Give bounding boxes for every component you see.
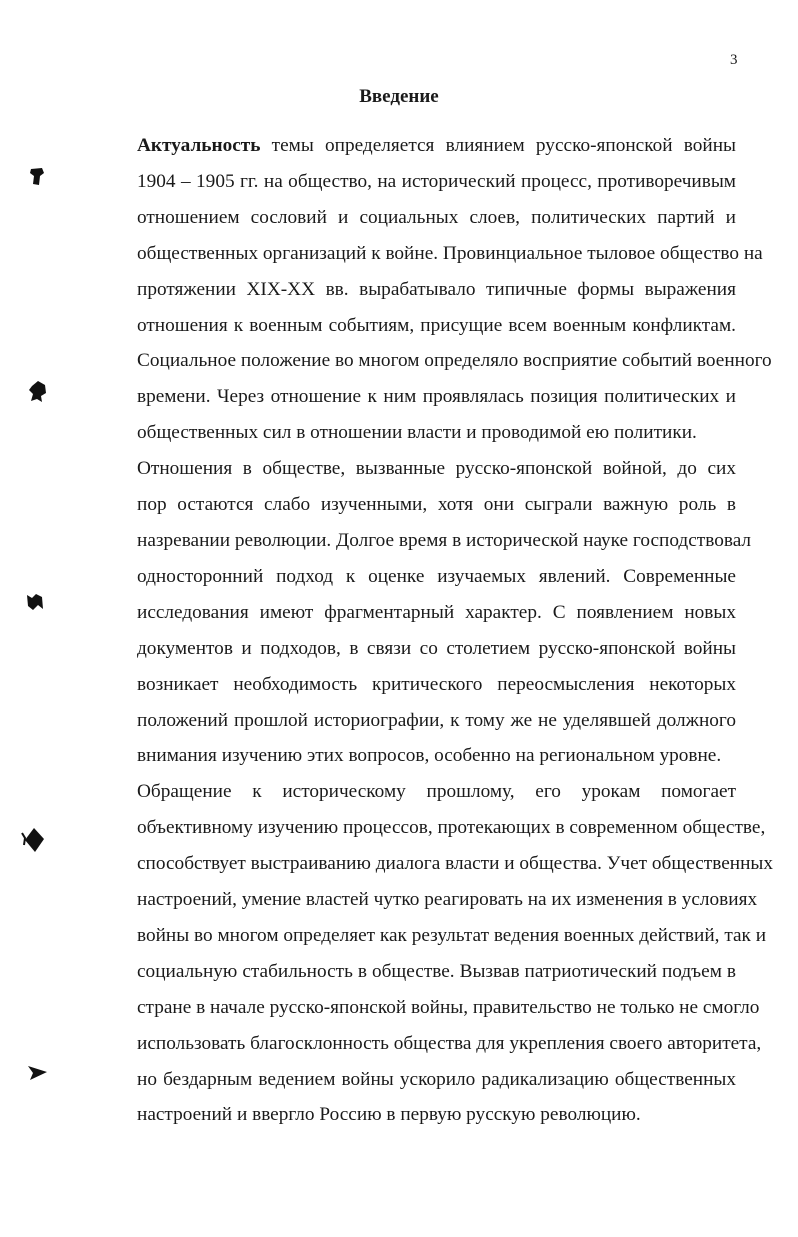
text-line: времени. Через отношение к ним проявлялась позиция политических и [137,386,736,408]
text-line: социальную стабильность в обществе. Вызвав патриотический подъем в [137,960,736,982]
document-body [88,128,774,1133]
text-line: 1904 – 1905 гг. на общество, на исторический процесс, противоречивым [137,170,736,192]
text-line: пор остаются слабо изученными, хотя они сыграли важную роль в [137,494,736,516]
paragraph-study-gap [88,451,752,774]
text-line: назревании революции. Долгое время в исторической науке господствовал [137,529,752,551]
margin-mark-2 [28,380,48,404]
page-number: 3 [730,52,738,68]
text-line: общественных организаций к войне. Провинциальное тыловое общество на [137,242,763,264]
text-line: темы определяется влиянием русско-японской войны [260,135,736,156]
term-relevance: Актуальность [137,135,261,156]
section-heading: Введение [359,86,439,107]
text-line: документов и подходов, в связи со столетием русско-японской войны [137,637,736,659]
text-line: отношения к военным событиям, присущие всем военным конфликтам. [137,314,736,336]
text-line: войны во многом определяет как результат ведения военных действий, так и [137,924,767,946]
text-line: настроений, умение властей чутко реагировать на их изменения в условиях [137,889,758,911]
text-line: Социальное положение во многом определяло восприятие событий военного [137,350,772,372]
text-line: протяжении XIX-XX вв. вырабатывало типичные формы выражения [137,278,736,300]
text-line: настроений и ввергло Россию в первую русскую революцию. [137,1104,641,1126]
margin-mark-5 [26,1064,48,1082]
margin-mark-1 [28,167,46,187]
text-line: стране в начале русско-японской войны, правительство не только не смогло [137,996,760,1018]
text-line: использовать благосклонность общества для укрепления своего авторитета, [137,1032,762,1054]
text-line: внимания изучению этих вопросов, особенно на региональном уровне. [137,745,722,767]
text-line: возникает необходимость критического переосмысления некоторых [137,673,736,695]
text-line: общественных сил в отношении власти и проводимой ею политики. [137,422,697,444]
text-line: положений прошлой историографии, к тому же не уделявшей должного [137,709,736,731]
text-line: Обращение к историческому прошлому, его урокам помогает [137,781,736,803]
text-line: объективному изучению процессов, протекающих в современном обществе, [137,817,766,839]
margin-mark-4 [20,825,46,855]
paragraph-relevance [88,128,772,451]
text-line: односторонний подход к оценке изучаемых явлений. Современные [137,565,736,587]
text-line: но бездарным ведением войны ускорило радикализацию общественных [137,1068,736,1090]
text-line: способствует выстраиванию диалога власти и общества. Учет общественных [137,853,774,875]
text-line: отношением сословий и социальных слоев, политических партий и [137,206,736,228]
paragraph-historical-lessons [88,774,774,1133]
margin-mark-3 [26,593,44,611]
text-line: Отношения в обществе, вызванные русско-японской войной, до сих [137,458,736,480]
text-line: исследования имеют фрагментарный характер. С появлением новых [137,601,736,623]
